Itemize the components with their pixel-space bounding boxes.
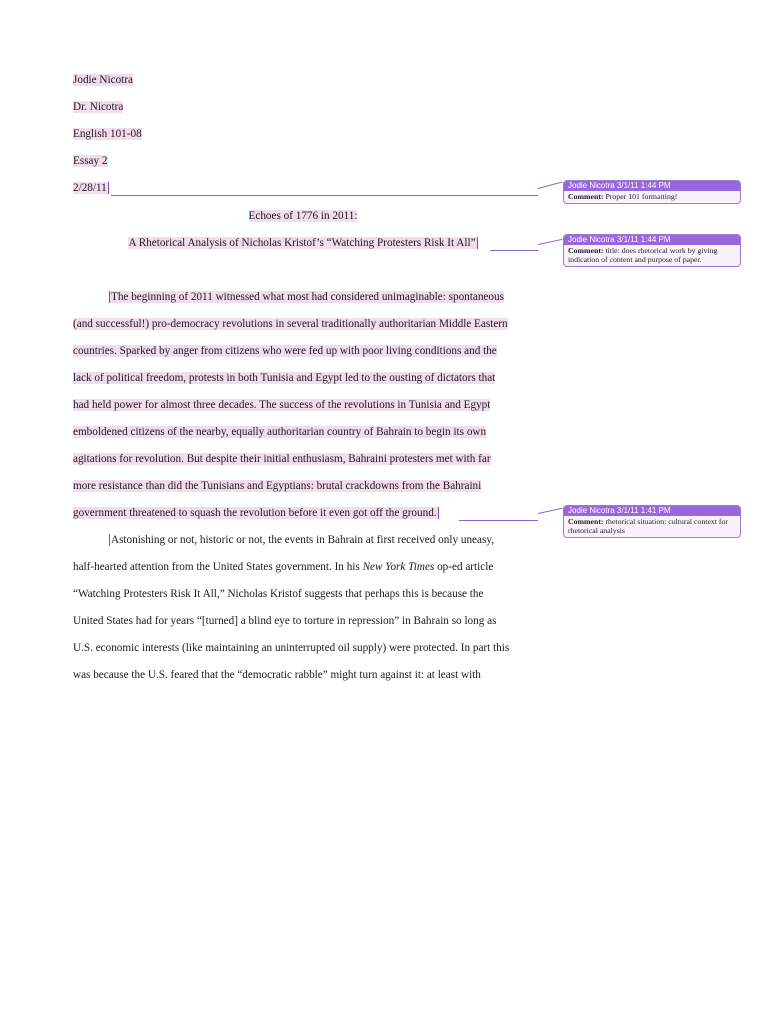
comment-1-leader-line: [111, 195, 538, 196]
publication-title: New York Times: [362, 561, 435, 573]
comment-balloon[interactable]: [563, 180, 741, 204]
paragraph-1-line: emboldened citizens of the nearby, equally authoritarian country of Bahrain to begin its own: [73, 426, 487, 438]
paragraph-2-line: U.S. economic interests (like maintaining an uninterrupted oil supply) were protected. In part this: [73, 642, 510, 654]
paragraph-1-line: agitations for revolution. But despite their initial enthusiasm, Bahraini protesters met with far: [73, 453, 491, 465]
paragraph-1-line: had held power for almost three decades. The success of the revolutions in Tunisia and Egypt: [73, 399, 491, 411]
comment-header: Jodie Nicotra 3/1/11 1:41 PM: [564, 506, 740, 516]
comment-header: Jodie Nicotra 3/1/11 1:44 PM: [564, 235, 740, 245]
essay-date: 2/28/11: [73, 182, 107, 194]
essay-title-line-1: Echoes of 1776 in 2011:: [248, 210, 358, 222]
paragraph-1-line: more resistance than did the Tunisians and Egyptians: brutal crackdowns from the Bahraini: [73, 480, 482, 492]
comment-balloon[interactable]: [563, 234, 741, 267]
comment-body: Comment: title: does rhetorical work by giving indication of content and purpose of paper.: [568, 246, 718, 264]
comment-3-leader-connector: [538, 508, 563, 514]
essay-title-line-2: A Rhetorical Analysis of Nicholas Kristof’s “Watching Protesters Risk It All”: [128, 237, 476, 249]
assignment-name: Essay 2: [73, 155, 108, 167]
paragraph-2-line: half-hearted attention from the United States government. In his New York Times op-ed article: [73, 561, 494, 573]
comment-balloon[interactable]: [563, 505, 741, 538]
paragraph-2-line: “Watching Protesters Risk It All,” Nicholas Kristof suggests that perhaps this is because the: [73, 588, 484, 600]
comment-2-leader-connector: [538, 239, 563, 245]
author-name: Jodie Nicotra: [73, 74, 133, 86]
paragraph-1-line: The beginning of 2011 witnessed what most had considered unimaginable: spontaneous: [111, 291, 504, 303]
paragraph-1-line: government threatened to squash the revolution before it even got off the ground.: [73, 507, 437, 519]
paragraph-1-line: (and successful!) pro-democracy revolutions in several traditionally authoritarian Middle Eastern: [73, 318, 508, 330]
paragraph-2-line: Astonishing or not, historic or not, the events in Bahrain at first received only uneasy,: [111, 534, 494, 546]
paragraph-2-line: was because the U.S. feared that the “democratic rabble” might turn against it: at least with: [73, 669, 481, 681]
comment-header: Jodie Nicotra 3/1/11 1:44 PM: [564, 181, 740, 191]
comment-3-leader-line: [459, 520, 538, 521]
comment-body: Comment: Proper 101 formatting!: [568, 192, 678, 201]
course-name: English 101-08: [73, 128, 142, 140]
paragraph-1-line: lack of political freedom, protests in both Tunisia and Egypt led to the ousting of dictators that: [73, 372, 496, 384]
paragraph-2-line: United States had for years “[turned] a blind eye to torture in repression” in Bahrain so long as: [73, 615, 497, 627]
instructor-name: Dr. Nicotra: [73, 101, 124, 113]
comment-1-leader-connector: [538, 182, 562, 189]
paragraph-1-line: countries. Sparked by anger from citizens who were fed up with poor living conditions and the: [73, 345, 497, 357]
comment-2-leader-line: [490, 250, 538, 251]
comment-body: Comment: rhetorical situation: cultural context for rhetorical analysis: [568, 517, 729, 535]
